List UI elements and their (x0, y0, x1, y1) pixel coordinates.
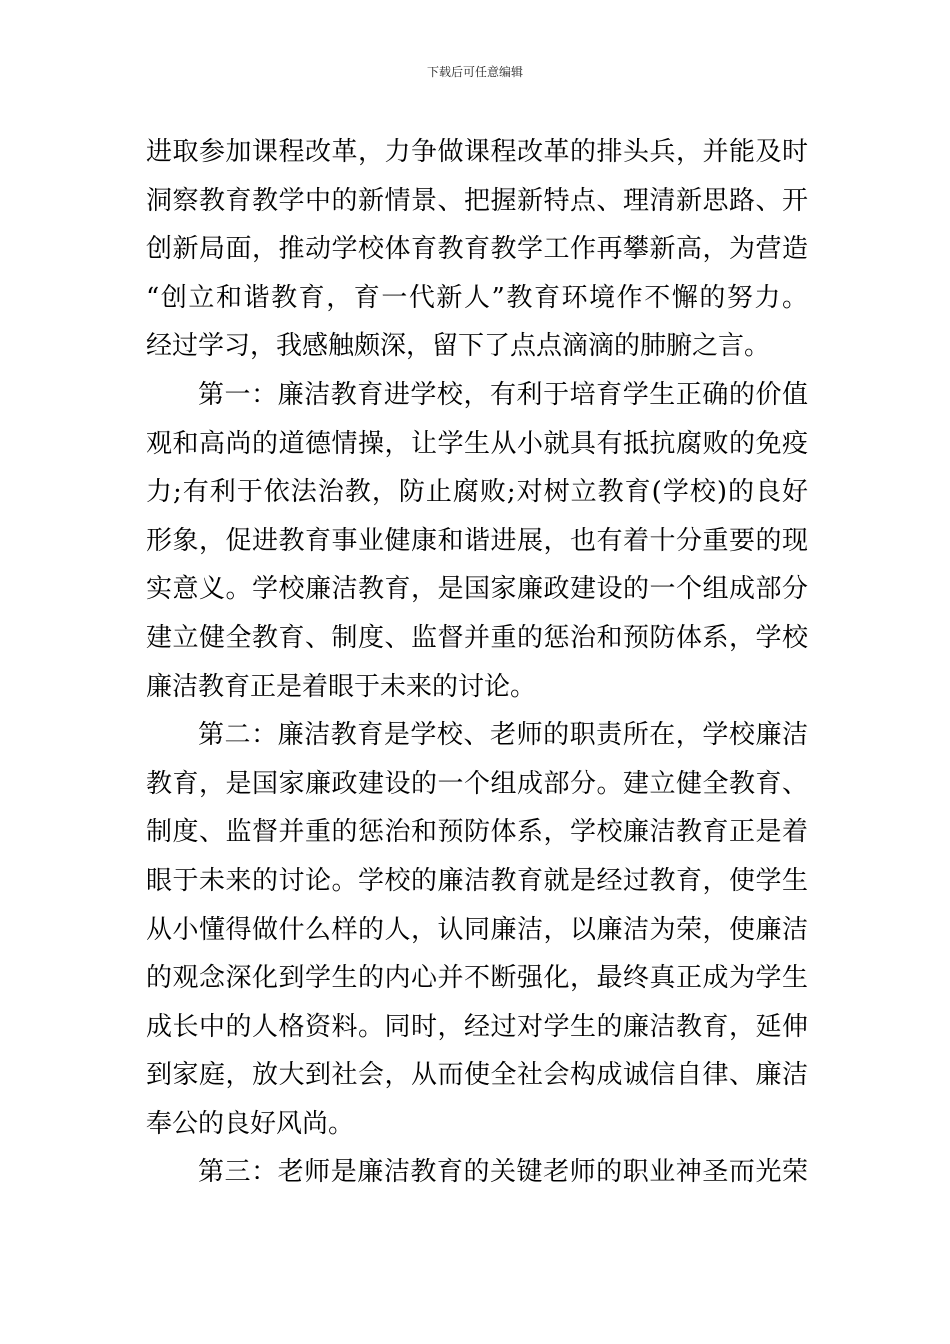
text-line: 教育，是国家廉政建设的一个组成部分。建立健全教育、 (146, 768, 808, 799)
text-line: 奉公的良好风尚。 (146, 1108, 355, 1139)
text-line: 进取参加课程改革，力争做课程改革的排头兵，并能及时 (146, 137, 808, 167)
text-line: 成长中的人格资料。同时，经过对学生的廉洁教育，延伸 (146, 1011, 808, 1042)
text-line: 经过学习，我感触颇深，留下了点点滴滴的肺腑之言。 (146, 331, 771, 362)
text-line: 形象，促进教育事业健康和谐进展，也有着十分重要的现 (146, 525, 808, 556)
text-line: 制度、监督并重的惩治和预防体系，学校廉洁教育正是着 (146, 817, 808, 848)
text-line: 观和高尚的道德情操，让学生从小就具有抵抗腐败的免疫 (146, 428, 808, 459)
text-line: 从小懂得做什么样的人，认同廉洁，以廉洁为荣，使廉洁 (146, 914, 808, 945)
text-line: 实意义。学校廉洁教育，是国家廉政建设的一个组成部分 (146, 574, 808, 605)
document-body (146, 128, 808, 1197)
text-line: “创立和谐教育，育一代新人”教育环境作不懈的努力。 (146, 282, 808, 313)
text-line: 创新局面，推动学校体育教育教学工作再攀新高，为营造 (146, 234, 808, 265)
text-line: 力;有利于依法治教，防止腐败;对树立教育(学校)的良好 (146, 477, 808, 508)
text-line: 的观念深化到学生的内心并不断强化，最终真正成为学生 (146, 963, 808, 994)
page-header: 下载后可任意编辑 (426, 65, 523, 79)
paragraph-first-line: 第二：廉洁教育是学校、老师的职责所在，学校廉洁 (198, 720, 808, 751)
paragraph-first-line: 第一：廉洁教育进学校，有利于培育学生正确的价值 (198, 379, 808, 410)
paragraph-first-line: 第三：老师是廉洁教育的关键老师的职业神圣而光荣 (198, 1157, 808, 1188)
text-line: 廉洁教育正是着眼于未来的讨论。 (146, 671, 537, 702)
text-line: 到家庭，放大到社会，从而使全社会构成诚信自律、廉洁 (146, 1060, 808, 1091)
text-line: 建立健全教育、制度、监督并重的惩治和预防体系，学校 (146, 622, 808, 653)
text-line: 眼于未来的讨论。学校的廉洁教育就是经过教育，使学生 (146, 865, 808, 896)
text-line: 洞察教育教学中的新情景、把握新特点、理清新思路、开 (146, 185, 808, 216)
